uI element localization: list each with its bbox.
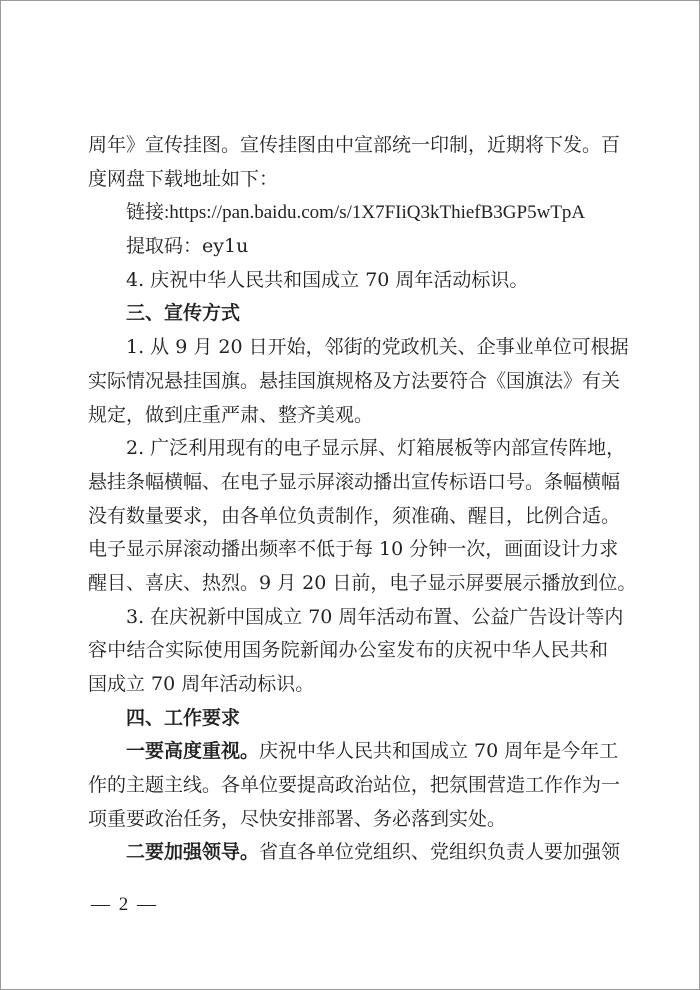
text-line: 作的主题主线。各单位要提高政治站位，把氛围营造工作作为一	[88, 774, 621, 797]
text-line: 提取码：ey1u	[126, 235, 249, 258]
text-line: 国成立 70 周年活动标识。	[88, 673, 315, 695]
text-line	[88, 735, 619, 769]
text-line: 2. 广泛利用现有的电子显示屏、灯箱展板等内部宣传阵地，	[126, 437, 626, 460]
text-line: 项重要政治任务，尽快安排部署、务必落到实处。	[88, 807, 507, 830]
section-heading: 四、工作要求	[126, 706, 241, 729]
lead-phrase: 一要高度重视。	[126, 740, 260, 763]
text-line: 没有数量要求，由各单位负责制作，须准确、醒目，比例合适。	[88, 504, 621, 527]
text-line: 4. 庆祝中华人民共和国成立 70 周年活动标识。	[126, 268, 529, 291]
text-line	[88, 836, 621, 870]
document-body	[88, 129, 637, 870]
text-line: 容中结合实际使用国务院新闻办公室发布的庆祝中华人民共和	[88, 639, 608, 662]
text-line: 规定，做到庄重严肃、整齐美观。	[88, 403, 374, 426]
text-line: 1. 从 9 月 20 日开始，邻街的党政机关、企事业单位可根据	[126, 336, 629, 359]
text-line: 度网盘下载地址如下：	[88, 167, 279, 190]
section-heading: 三、宣传方式	[126, 302, 241, 325]
text-line: 实际情况悬挂国旗。悬挂国旗规格及方法要符合《国旗法》有关	[88, 369, 621, 392]
text-line: 电子显示屏滚动播出频率不低于每 10 分钟一次，画面设计力求	[88, 538, 619, 561]
text-line: 链接:https://pan.baidu.com/s/1X7FIiQ3kThiefB3GP5wTpA	[126, 202, 586, 224]
line-text: 庆祝中华人民共和国成立 70 周年是今年工	[259, 740, 619, 763]
lead-phrase: 二要加强领导。	[126, 841, 260, 864]
text-line: 醒目、喜庆、热烈。9 月 20 日前，电子显示屏要展示播放到位。	[88, 571, 637, 594]
text-line: 悬挂条幅横幅、在电子显示屏滚动播出宣传标语口号。条幅横幅	[88, 470, 621, 493]
page-number: — 2 —	[91, 894, 158, 915]
text-line: 周年》宣传挂图。宣传挂图由中宣部统一印制，近期将下发。百	[88, 134, 621, 156]
text-line: 3. 在庆祝新中国成立 70 周年活动布置、公益广告设计等内	[126, 605, 624, 628]
line-text: 省直各单位党组织、党组织负责人要加强领	[259, 841, 621, 864]
